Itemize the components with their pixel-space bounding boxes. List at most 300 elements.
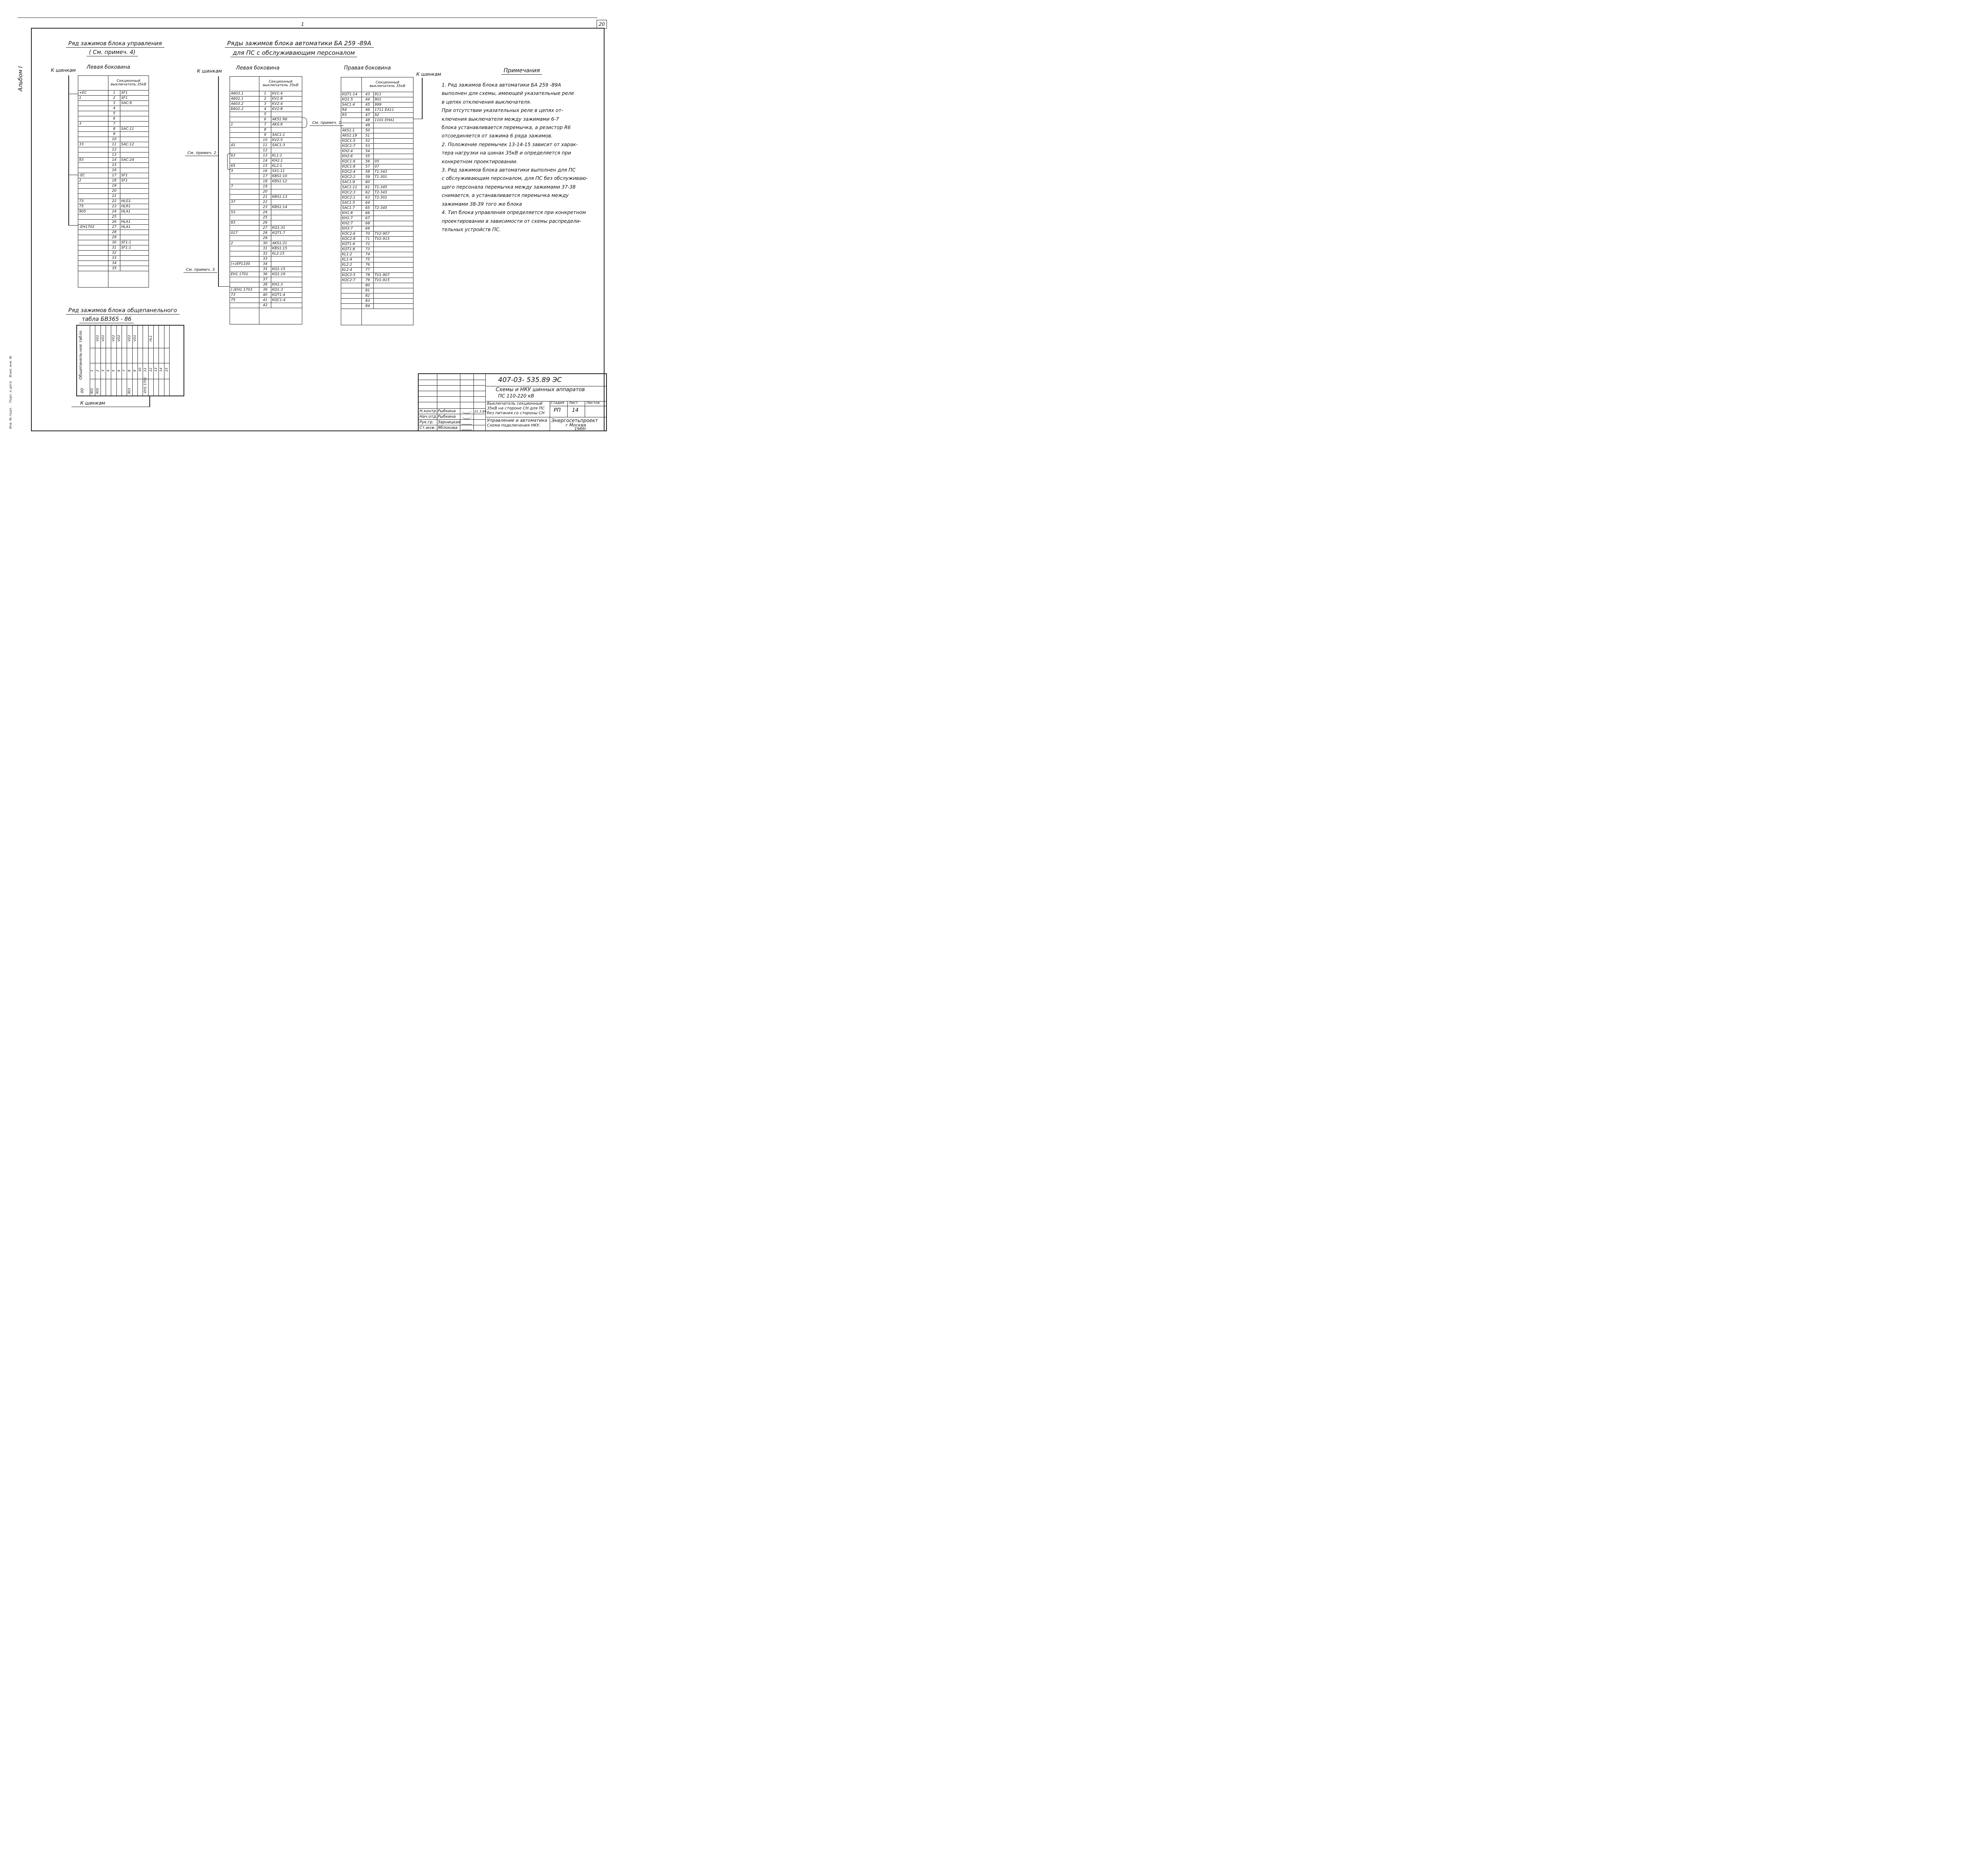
panel-cell-00: 00 bbox=[80, 388, 85, 393]
control-block-cell-wire: 73 bbox=[78, 199, 108, 204]
auto-left-cell-dest: KV2:8 bbox=[271, 107, 302, 112]
control-block-cell-dest bbox=[120, 137, 149, 142]
panel-bottom-label: 905 bbox=[96, 388, 100, 394]
auto-left-cell-dest: KL2:15 bbox=[271, 251, 302, 257]
auto-right-row bbox=[341, 133, 413, 139]
auto-left-cell-dest: AK51 R6 bbox=[271, 117, 302, 122]
auto-left-cell-wire: (-)EH1 1703 bbox=[230, 288, 259, 293]
control-block-cell-dest bbox=[120, 256, 149, 261]
control-block-row bbox=[78, 204, 149, 209]
control-footer-cell-2 bbox=[108, 271, 149, 288]
auto-left-row bbox=[230, 226, 302, 231]
auto-right-cell-dest bbox=[374, 288, 413, 293]
auto-right-row bbox=[341, 206, 413, 211]
auto-right-cell-terminal: 74 bbox=[362, 252, 374, 257]
auto-right-cell-dest: 05 bbox=[374, 159, 413, 164]
auto-right-row bbox=[341, 180, 413, 185]
auto-right-row bbox=[341, 139, 413, 144]
auto-left-cell-wire bbox=[230, 282, 259, 288]
panel-to-buses-label: К шинкам bbox=[80, 400, 105, 406]
panel-bus-line bbox=[149, 396, 150, 407]
panel-terminal-number: 1 bbox=[90, 369, 94, 372]
auto-right-cell-dest bbox=[374, 201, 413, 206]
auto-right-cell-dest bbox=[374, 293, 413, 299]
auto-right-cell-terminal: 58 bbox=[362, 170, 374, 175]
control-block-row bbox=[78, 122, 149, 127]
control-block-cell-terminal: 4 bbox=[108, 106, 120, 111]
auto-right-cell-terminal: 44 bbox=[362, 97, 374, 102]
control-block-row bbox=[78, 209, 149, 214]
auto-left-cell-terminal: 29 bbox=[259, 236, 271, 241]
control-block-row bbox=[78, 116, 149, 122]
panel-block-subtitle bbox=[79, 316, 134, 322]
auto-left-row bbox=[230, 148, 302, 153]
panel-terminal-block bbox=[76, 325, 184, 396]
auto-right-row bbox=[341, 283, 413, 288]
organization-cell bbox=[550, 417, 606, 430]
control-block-row bbox=[78, 251, 149, 256]
auto-left-cell-wire: 37 bbox=[230, 200, 259, 205]
auto-left-cell-dest: KH2:1 bbox=[271, 158, 302, 164]
control-block-cell-wire bbox=[78, 183, 108, 189]
auto-left-cell-wire bbox=[230, 236, 259, 241]
panel-terminal-number: 4 bbox=[106, 369, 110, 372]
panel-block-title bbox=[66, 307, 180, 314]
auto-right-cell-terminal: 55 bbox=[362, 154, 374, 159]
note-ref-1 bbox=[310, 121, 344, 125]
auto-left-cell-terminal: 23 bbox=[259, 205, 271, 210]
auto-left-cell-wire: 65 bbox=[230, 164, 259, 169]
auto-right-cell-wire bbox=[341, 283, 362, 288]
sheet-desc-cell bbox=[486, 401, 550, 417]
note-line: проектировании в зависимости от схемы распредели- bbox=[442, 218, 582, 224]
control-block-row bbox=[78, 147, 149, 152]
control-block-cell-dest bbox=[120, 230, 149, 235]
auto-left-cell-wire bbox=[230, 179, 259, 184]
panel-row-label: Общепанель-ное табло bbox=[79, 330, 83, 380]
control-block-row bbox=[78, 225, 149, 230]
auto-right-cell-wire bbox=[341, 304, 362, 309]
control-block-row bbox=[78, 163, 149, 168]
auto-left-cell-terminal: 7 bbox=[259, 122, 271, 127]
auto-right-cell-wire: KH3:7 bbox=[341, 226, 362, 232]
auto-right-cell-terminal: 63 bbox=[362, 195, 374, 201]
auto-left-cell-terminal: 13 bbox=[259, 153, 271, 158]
control-block-row bbox=[78, 142, 149, 147]
note-line: с обслуживающим персоналом, для ПС без обслуживаю- bbox=[442, 176, 588, 181]
note-line: блока устанавливается перемычка, а резистор R6 bbox=[442, 125, 571, 131]
auto-right-cell-wire: KQC1:8 bbox=[341, 164, 362, 170]
control-block-title-text: Ряд зажимов блока управления bbox=[66, 41, 164, 48]
sheet-desc-line3: без питания со стороны СН bbox=[487, 411, 545, 415]
auto-right-cell-terminal: 79 bbox=[362, 278, 374, 283]
auto-left-cell-terminal: 28 bbox=[259, 231, 271, 236]
auto-left-cell-wire: 83 bbox=[230, 220, 259, 226]
control-block-cell-wire: 83 bbox=[78, 158, 108, 163]
auto-left-row bbox=[230, 195, 302, 200]
panel-column bbox=[148, 326, 154, 396]
auto-right-row bbox=[341, 211, 413, 216]
auto-right-row bbox=[341, 154, 413, 159]
auto-left-row bbox=[230, 112, 302, 117]
auto-right-row bbox=[341, 268, 413, 273]
auto-right-cell-dest bbox=[374, 180, 413, 185]
auto-right-cell-dest bbox=[374, 226, 413, 232]
panel-column bbox=[111, 326, 116, 396]
auto-right-cell-terminal: 66 bbox=[362, 211, 374, 216]
control-block-subtitle-text: ( См. примеч. 4) bbox=[87, 49, 138, 56]
auto-right-row bbox=[341, 278, 413, 283]
auto-right-cell-wire bbox=[341, 299, 362, 304]
panel-column bbox=[100, 326, 106, 396]
auto-right-cell-dest bbox=[374, 242, 413, 247]
control-block-cell-wire bbox=[78, 111, 108, 116]
auto-left-cell-wire bbox=[230, 267, 259, 272]
note-line: снимается, а устанавливается перемычка между bbox=[442, 193, 569, 199]
panel-column bbox=[95, 326, 100, 396]
auto-left-cell-wire: Б602.2 bbox=[230, 107, 259, 112]
auto-right-row bbox=[341, 170, 413, 175]
auto-left-row bbox=[230, 164, 302, 169]
panel-bottom-label: 901 bbox=[90, 388, 94, 394]
auto-left-header: Секционный выключатель 35кВ bbox=[259, 77, 302, 91]
auto-left-cell-terminal: 9 bbox=[259, 133, 271, 138]
signer-role-2: Нач.отд. bbox=[419, 415, 437, 419]
auto-left-row bbox=[230, 303, 302, 308]
control-block-cell-dest bbox=[120, 183, 149, 189]
panel-top-label: VD1 bbox=[96, 335, 100, 342]
stamp-hline-6 bbox=[419, 408, 485, 409]
auto-right-cell-terminal: 84 bbox=[362, 304, 374, 309]
control-block-cell-dest: HLG1 bbox=[120, 199, 149, 204]
auto-left-row bbox=[230, 288, 302, 293]
auto-left-cell-dest: KL1:1 bbox=[271, 153, 302, 158]
auto-right-cell-wire: KQ1:5 bbox=[341, 97, 362, 102]
auto-right-cell-wire: KQC2:2 bbox=[341, 175, 362, 180]
auto-right-row bbox=[341, 304, 413, 309]
auto-right-cell-dest: TV2-915 bbox=[374, 237, 413, 242]
auto-left-cell-dest: AKS:9 bbox=[271, 122, 302, 127]
auto-right-cell-dest: 07 bbox=[374, 164, 413, 170]
control-block-row bbox=[78, 111, 149, 116]
stage-vline-1 bbox=[567, 401, 568, 417]
stamp-vline-3 bbox=[473, 374, 474, 430]
auto-left-cell-dest: AKS1:21 bbox=[271, 241, 302, 246]
sheet-label: Лист bbox=[569, 401, 578, 405]
auto-right-cell-terminal: 82 bbox=[362, 293, 374, 299]
control-block-cell-dest: SAC:12 bbox=[120, 142, 149, 147]
control-block-row bbox=[78, 214, 149, 220]
auto-left-cell-dest: KQ1:15 bbox=[271, 267, 302, 272]
auto-right-cell-terminal: 81 bbox=[362, 288, 374, 293]
control-block-cell-dest bbox=[120, 116, 149, 122]
panel-top-label: VD2 bbox=[128, 335, 131, 342]
control-to-buses-label: К шинкам bbox=[51, 68, 76, 73]
control-block-cell-terminal: 19 bbox=[108, 183, 120, 189]
panel-top-label: VD2 bbox=[112, 335, 116, 342]
control-block-cell-dest: HLA1 bbox=[120, 209, 149, 214]
auto-right-cell-wire bbox=[341, 123, 362, 128]
auto-right-row bbox=[341, 185, 413, 190]
auto-left-cell-wire bbox=[230, 246, 259, 251]
control-block-row bbox=[78, 220, 149, 225]
panel-terminal-number: 7 bbox=[122, 369, 126, 372]
control-block-cell-terminal: 34 bbox=[108, 261, 120, 266]
auto-right-cell-dest bbox=[374, 144, 413, 149]
control-block-cell-dest: HLA1 bbox=[120, 220, 149, 225]
control-footer-cell bbox=[78, 271, 108, 288]
auto-right-cell-wire: KQC2:6 bbox=[341, 232, 362, 237]
auto-left-row bbox=[230, 298, 302, 303]
control-block-cell-wire bbox=[78, 137, 108, 142]
auto-left-row bbox=[230, 122, 302, 127]
auto-left-row bbox=[230, 179, 302, 184]
auto-right-terminal-table bbox=[341, 77, 413, 325]
auto-right-row bbox=[341, 113, 413, 118]
auto-right-row bbox=[341, 164, 413, 170]
album-label: Альбом I bbox=[17, 66, 24, 91]
note-line: тера нагрузки на шинах 35кВ и определяется при bbox=[442, 150, 571, 156]
auto-right-cell-wire: SAC1:9 bbox=[341, 180, 362, 185]
auto-right-row bbox=[341, 262, 413, 268]
sheets-label: Листов bbox=[586, 401, 600, 405]
signer-name-1: Рыбкина bbox=[438, 409, 456, 413]
panel-terminal-number: 13 bbox=[154, 367, 158, 372]
auto-left-cell-wire bbox=[230, 117, 259, 122]
note-line: 2. Положение перемычек 13-14-15 зависит от харак- bbox=[442, 141, 578, 147]
auto-left-cell-terminal: 39 bbox=[259, 288, 271, 293]
auto-left-cell-dest bbox=[271, 303, 302, 308]
auto-left-cell-dest: KQ1:3 bbox=[271, 288, 302, 293]
control-block-cell-terminal: 3 bbox=[108, 101, 120, 106]
auto-left-cell-wire bbox=[230, 195, 259, 200]
control-block-cell-wire: 2 bbox=[78, 178, 108, 183]
auto-right-cell-wire: KQT1:14 bbox=[341, 92, 362, 97]
auto-right-cell-wire: KQT1:6 bbox=[341, 242, 362, 247]
auto-left-cell-terminal: 1 bbox=[259, 91, 271, 97]
auto-right-cell-wire: AKS1:1 bbox=[341, 128, 362, 133]
auto-left-cell-terminal: 17 bbox=[259, 174, 271, 179]
panel-top-label: HL1 bbox=[149, 335, 153, 342]
control-block-cell-dest: SF1:1 bbox=[120, 245, 149, 251]
control-block-cell-wire bbox=[78, 256, 108, 261]
auto-right-cell-terminal: 60 bbox=[362, 180, 374, 185]
control-block-cell-terminal: 32 bbox=[108, 251, 120, 256]
automation-subtitle bbox=[230, 49, 357, 56]
auto-right-cell-dest bbox=[374, 133, 413, 139]
auto-right-row bbox=[341, 102, 413, 108]
auto-left-cell-terminal: 19 bbox=[259, 184, 271, 189]
auto-right-row bbox=[341, 175, 413, 180]
auto-right-cell-wire: R4 bbox=[341, 108, 362, 113]
auto-left-row bbox=[230, 282, 302, 288]
auto-right-cell-dest bbox=[374, 283, 413, 288]
sign-date: 21.3.89 bbox=[474, 410, 487, 413]
control-bus-line-bottom bbox=[68, 225, 79, 226]
auto-right-cell-wire: KQC2:5 bbox=[341, 273, 362, 278]
note-line: 3. Ряд зажимов блока автоматики выполнен для ПС bbox=[442, 167, 576, 173]
panel-terminal-number: 3 bbox=[101, 369, 105, 372]
auto-left-row bbox=[230, 205, 302, 210]
panel-terminal-number: 11 bbox=[143, 367, 147, 372]
control-block-cell-terminal: 5 bbox=[108, 111, 120, 116]
auto-left-row bbox=[230, 102, 302, 107]
auto-right-row bbox=[341, 221, 413, 226]
auto-left-cell-terminal: 20 bbox=[259, 189, 271, 195]
auto-left-cell-terminal: 30 bbox=[259, 241, 271, 246]
auto-left-cell-dest bbox=[271, 127, 302, 133]
auto-right-cell-wire: KQC2:1 bbox=[341, 195, 362, 201]
auto-left-cell-terminal: 11 bbox=[259, 143, 271, 148]
control-block-row bbox=[78, 189, 149, 194]
auto-right-cell-wire: KH2:4 bbox=[341, 149, 362, 154]
auto-right-row bbox=[341, 149, 413, 154]
panel-top-label: VD2 bbox=[117, 335, 121, 342]
auto-left-cell-dest bbox=[271, 215, 302, 220]
panel-column bbox=[158, 326, 164, 396]
auto-left-cell-dest: SAC1:3 bbox=[271, 143, 302, 148]
auto-right-cell-dest: 1711 EA11 bbox=[374, 108, 413, 113]
top-mark: 1 bbox=[301, 21, 304, 27]
auto-left-cell-wire bbox=[230, 138, 259, 143]
auto-left-cell-terminal: 25 bbox=[259, 215, 271, 220]
auto-right-cell-dest: T1-345 bbox=[374, 185, 413, 190]
note-line: в цепях отключения выключателя. bbox=[442, 99, 531, 105]
auto-right-cell-terminal: 53 bbox=[362, 144, 374, 149]
control-block-subtitle bbox=[87, 49, 138, 56]
signer-name-4: Яблокова bbox=[438, 426, 458, 430]
project-line2: ПС 110-220 кВ bbox=[498, 393, 534, 399]
control-block-row bbox=[78, 127, 149, 132]
signature-4 bbox=[462, 426, 472, 430]
auto-right-cell-dest bbox=[374, 216, 413, 221]
auto-left-row bbox=[230, 272, 302, 277]
notes-body bbox=[442, 81, 605, 234]
auto-right-to-buses-label: К шинкам bbox=[416, 71, 441, 77]
auto-left-side-label: Левая боковина bbox=[236, 65, 280, 71]
auto-left-row bbox=[230, 117, 302, 122]
panel-column bbox=[90, 326, 95, 396]
auto-left-footer-cell bbox=[230, 308, 259, 324]
panel-bottom-label: 903 bbox=[128, 388, 131, 394]
panel-column bbox=[164, 326, 170, 396]
control-block-cell-wire: -EH1702 bbox=[78, 225, 108, 230]
control-block-cell-terminal: 16 bbox=[108, 168, 120, 173]
auto-right-cell-dest: T1-343 bbox=[374, 170, 413, 175]
panel-terminal-number: 6 bbox=[117, 369, 121, 372]
auto-right-cell-terminal: 54 bbox=[362, 149, 374, 154]
auto-right-cell-terminal: 43 bbox=[362, 92, 374, 97]
auto-right-row bbox=[341, 159, 413, 164]
auto-right-cell-terminal: 56 bbox=[362, 159, 374, 164]
control-header: Секционный выключатель 35кВ bbox=[108, 76, 149, 91]
control-block-cell-terminal: 15 bbox=[108, 163, 120, 168]
auto-right-cell-terminal: 51 bbox=[362, 133, 374, 139]
control-block-cell-wire bbox=[78, 240, 108, 245]
auto-left-cell-dest: KBS1:12 bbox=[271, 179, 302, 184]
sheet-title-line1: Управление и автоматика bbox=[487, 418, 547, 423]
auto-right-row bbox=[341, 108, 413, 113]
control-block-cell-dest bbox=[120, 235, 149, 240]
auto-left-cell-wire: 73 bbox=[230, 293, 259, 298]
control-block-row bbox=[78, 240, 149, 245]
auto-right-row bbox=[341, 252, 413, 257]
auto-right-cell-dest bbox=[374, 221, 413, 226]
control-block-cell-dest bbox=[120, 266, 149, 271]
auto-right-cell-wire: SAC1:11 bbox=[341, 185, 362, 190]
control-block-title bbox=[66, 41, 164, 47]
auto-right-cell-terminal: 52 bbox=[362, 139, 374, 144]
auto-left-cell-wire bbox=[230, 205, 259, 210]
control-block-cell-dest: SAC:24 bbox=[120, 158, 149, 163]
auto-left-row bbox=[230, 277, 302, 282]
panel-label-col bbox=[77, 326, 90, 396]
auto-right-row bbox=[341, 232, 413, 237]
signature-2 bbox=[462, 415, 472, 419]
control-block-cell-wire bbox=[78, 152, 108, 158]
auto-left-cell-dest: KV1:8 bbox=[271, 97, 302, 102]
auto-left-row bbox=[230, 231, 302, 236]
control-block-row bbox=[78, 158, 149, 163]
auto-left-row bbox=[230, 251, 302, 257]
auto-left-cell-wire bbox=[230, 226, 259, 231]
control-block-cell-terminal: 22 bbox=[108, 199, 120, 204]
auto-right-cell-dest: 901 bbox=[374, 97, 413, 102]
auto-left-row bbox=[230, 236, 302, 241]
auto-right-cell-dest bbox=[374, 268, 413, 273]
automation-title bbox=[225, 40, 374, 47]
auto-left-cell-dest: KV2:4 bbox=[271, 102, 302, 107]
note-line: При отсутствии указательных реле в цепях от- bbox=[442, 108, 563, 114]
auto-left-header-blank bbox=[230, 77, 259, 91]
auto-left-cell-wire: А602.1 bbox=[230, 97, 259, 102]
auto-left-cell-dest bbox=[271, 220, 302, 226]
auto-left-footer-cell-2 bbox=[259, 308, 302, 324]
auto-left-cell-dest: KV2:5 bbox=[271, 138, 302, 143]
control-block-cell-dest: SF1:1 bbox=[120, 240, 149, 245]
auto-left-cell-terminal: 4 bbox=[259, 107, 271, 112]
auto-left-row bbox=[230, 127, 302, 133]
control-block-cell-dest bbox=[120, 251, 149, 256]
auto-right-row bbox=[341, 201, 413, 206]
auto-left-row bbox=[230, 293, 302, 298]
control-block-cell-wire: 905 bbox=[78, 209, 108, 214]
control-block-cell-dest: SF1 bbox=[120, 96, 149, 101]
auto-right-cell-terminal: 78 bbox=[362, 273, 374, 278]
control-block-cell-dest bbox=[120, 214, 149, 220]
auto-right-cell-terminal: 73 bbox=[362, 247, 374, 252]
auto-left-cell-wire bbox=[230, 277, 259, 282]
auto-right-cell-wire: KQC2:8 bbox=[341, 237, 362, 242]
auto-left-row bbox=[230, 138, 302, 143]
auto-right-cell-terminal: 70 bbox=[362, 232, 374, 237]
auto-right-row bbox=[341, 237, 413, 242]
control-block-cell-terminal: 12 bbox=[108, 147, 120, 152]
auto-left-cell-wire: 41 bbox=[230, 143, 259, 148]
control-block-row bbox=[78, 194, 149, 199]
auto-left-cell-wire bbox=[230, 127, 259, 133]
auto-left-cell-wire bbox=[230, 189, 259, 195]
auto-left-cell-wire: А603.1 bbox=[230, 91, 259, 97]
panel-terminal-number: 8 bbox=[128, 369, 131, 372]
control-block-cell-terminal: 7 bbox=[108, 122, 120, 127]
control-block-cell-terminal: 9 bbox=[108, 132, 120, 137]
control-block-cell-dest bbox=[120, 147, 149, 152]
auto-right-cell-terminal: 76 bbox=[362, 262, 374, 268]
auto-left-cell-terminal: 18 bbox=[259, 179, 271, 184]
control-block-cell-dest bbox=[120, 189, 149, 194]
auto-right-cell-terminal: 49 bbox=[362, 123, 374, 128]
